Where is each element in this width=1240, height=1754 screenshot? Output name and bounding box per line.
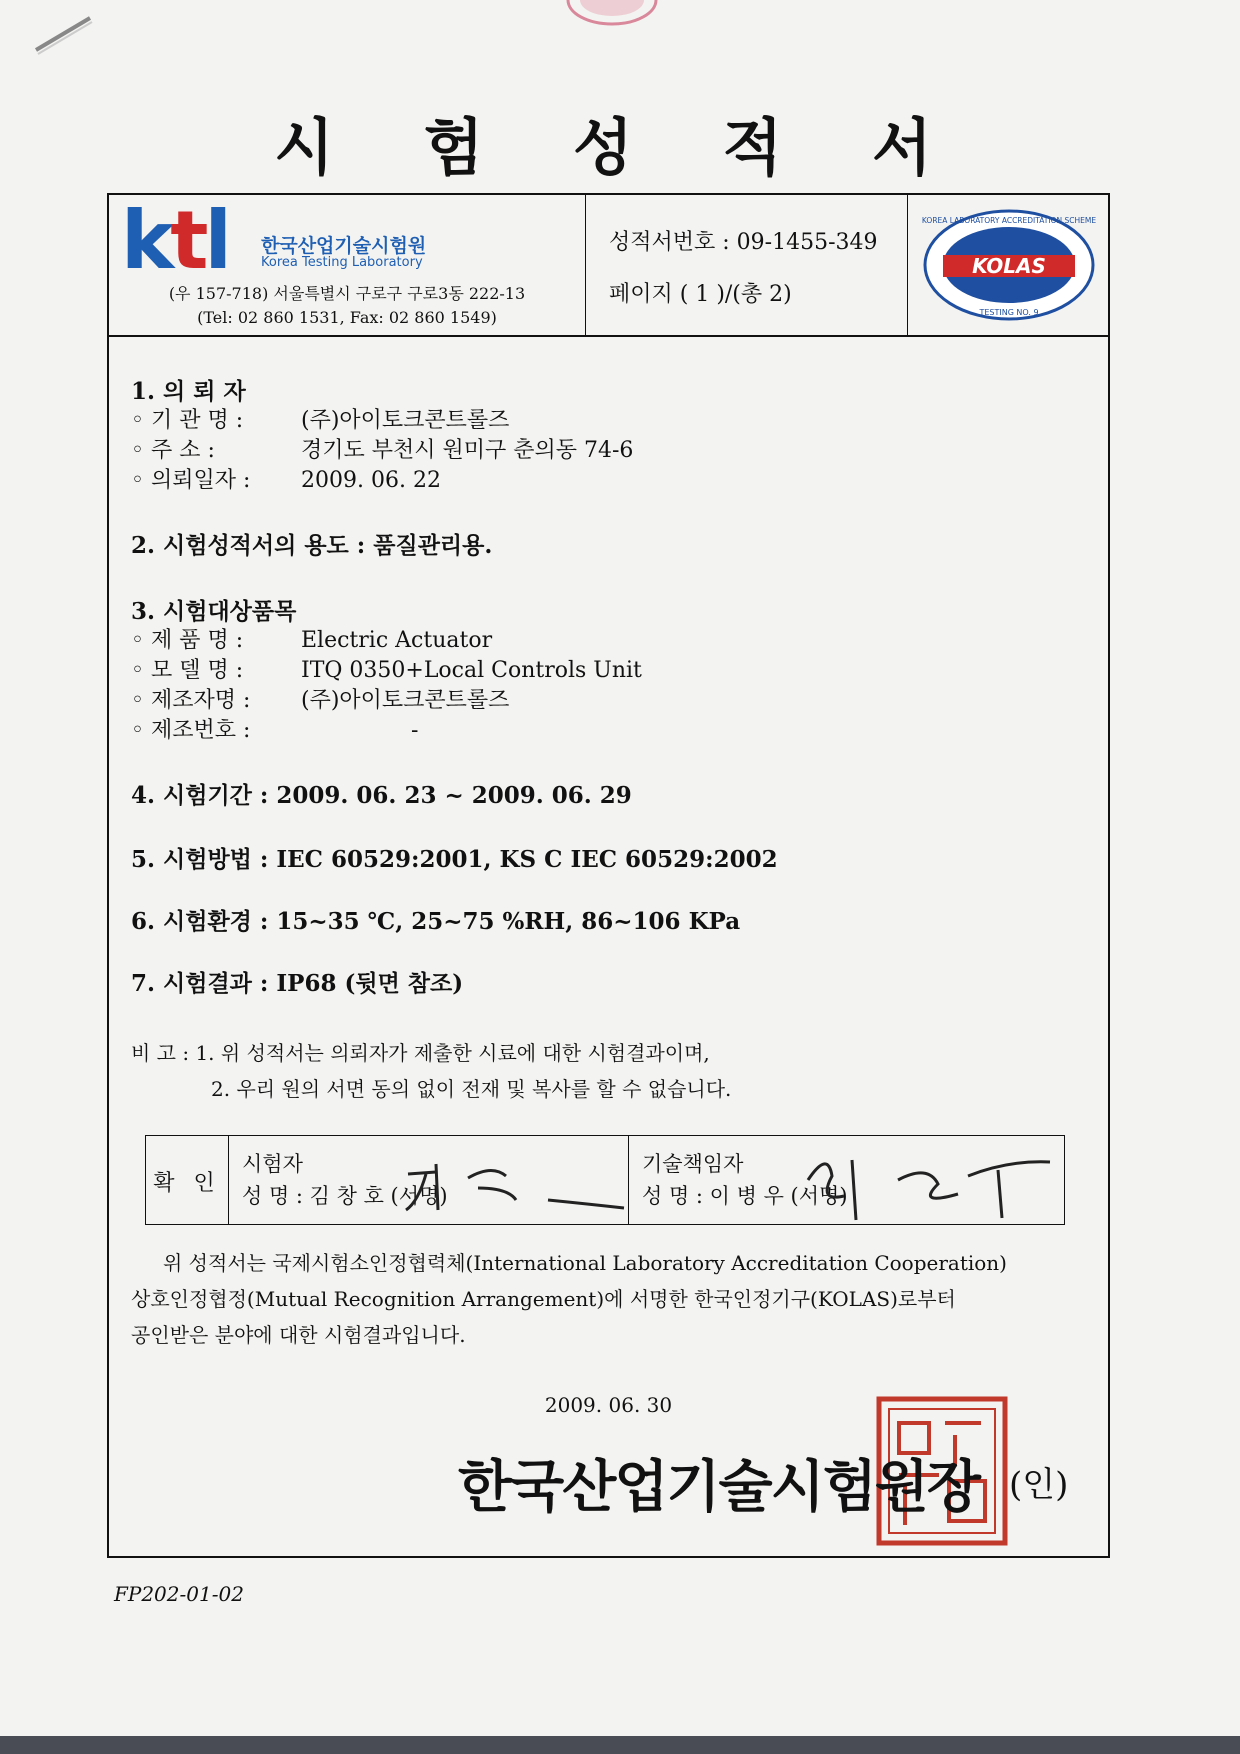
product-label: ◦ 제 품 명 : <box>131 628 244 653</box>
tester-role: 시험자 <box>242 1152 303 1176</box>
tester-cell <box>228 1136 629 1224</box>
model-label: ◦ 모 델 명 : <box>131 658 244 683</box>
org-name-ko: 한국산업기술시험원 <box>261 235 427 257</box>
org-label: ◦ 기 관 명 : <box>131 408 244 433</box>
certificate-frame <box>107 193 1110 1558</box>
org-row <box>131 403 509 434</box>
section-2: 2. 시험성적서의 용도 : 품질관리용. <box>131 532 493 559</box>
section-3-title: 3. 시험대상품목 <box>131 598 297 625</box>
product-value: Electric Actuator <box>301 628 493 653</box>
model-value: ITQ 0350+Local Controls Unit <box>301 658 642 683</box>
tester-name: 성 명 : 김 창 호 (서명) <box>242 1184 448 1208</box>
cert-meta <box>585 195 908 335</box>
request-date-label: ◦ 의뢰일자 : <box>131 468 251 493</box>
maker-label: ◦ 제조자명 : <box>131 688 251 713</box>
section-6: 6. 시험환경 : 15~35 ℃, 25~75 %RH, 86~106 KPa <box>131 908 741 935</box>
serial-label: ◦ 제조번호 : <box>131 718 251 743</box>
serial-value: - <box>411 718 419 743</box>
document-title: 시 험 성 적 서 <box>274 111 966 184</box>
kolas-logo <box>921 207 1097 323</box>
kolas-mark <box>907 195 1110 335</box>
model-row <box>131 653 642 684</box>
header-block <box>109 195 1108 337</box>
section-4: 4. 시험기간 : 2009. 06. 23 ~ 2009. 06. 29 <box>131 782 632 809</box>
kolas-bottom-text: TESTING NO. 9 <box>979 308 1039 317</box>
maker-value: (주)아이토크콘트롤즈 <box>301 688 510 713</box>
scan-edge <box>0 1736 1240 1754</box>
manager-signature <box>788 1140 1058 1224</box>
address-value: 경기도 부천시 원미구 춘의동 74-6 <box>301 438 634 463</box>
page-info: 페이지 ( 1 )/(총 2) <box>609 282 792 307</box>
org-contact: (Tel: 02 860 1531, Fax: 02 860 1549) <box>197 308 497 327</box>
section-1-title: 1. 의 뢰 자 <box>131 378 246 405</box>
org-value: (주)아이토크콘트롤즈 <box>301 408 510 433</box>
issue-date: 2009. 06. 30 <box>544 1393 673 1417</box>
address-label: ◦ 주 소 : <box>131 438 215 463</box>
form-number: FP202-01-02 <box>114 1582 244 1606</box>
request-date-value: 2009. 06. 22 <box>301 468 441 493</box>
tester-signature <box>388 1144 628 1220</box>
remark-line-1: 비 고 : 1. 위 성적서는 의뢰자가 제출한 시료에 대한 시험결과이며, <box>131 1041 710 1065</box>
confirmation-table <box>145 1135 1065 1225</box>
kolas-top-text: KOREA LABORATORY ACCREDITATION SCHEME <box>921 216 1097 225</box>
kolas-label: KOLAS <box>972 254 1046 278</box>
partial-seal-icon <box>562 0 662 26</box>
serial-row <box>131 713 418 744</box>
maker-row <box>131 683 509 714</box>
confirm-label-cell <box>146 1136 229 1224</box>
org-name-en: Korea Testing Laboratory <box>261 255 423 270</box>
org-address: (우 157-718) 서울특별시 구로구 구로3동 222-13 <box>168 284 526 303</box>
section-7: 7. 시험결과 : IP68 (뒷면 참조) <box>131 970 464 997</box>
statement-line-3: 공인받은 분야에 대한 시험결과입니다. <box>131 1323 466 1347</box>
manager-role: 기술책임자 <box>642 1152 744 1176</box>
product-row <box>131 623 492 654</box>
section-5: 5. 시험방법 : IEC 60529:2001, KS C IEC 60529:2002 <box>131 846 778 873</box>
manager-cell <box>628 1136 1064 1224</box>
seal-mark: (인) <box>1009 1465 1069 1505</box>
statement-line-2: 상호인정협정(Mutual Recognition Arrangement)에 서명한 한국인정기구(KOLAS)로부터 <box>131 1287 956 1311</box>
manager-name: 성 명 : 이 병 우 (서명) <box>642 1184 848 1208</box>
request-date-row <box>131 463 441 494</box>
confirm-label: 확 인 <box>153 1171 221 1196</box>
address-row <box>131 433 633 464</box>
cert-number: 성적서번호 : 09-1455-349 <box>609 230 878 255</box>
issuer-info <box>109 195 586 335</box>
ktl-logo: ktl <box>121 194 228 287</box>
statement-line-1: 위 성적서는 국제시험소인정협력체(International Laboratory Accreditation Cooperation) <box>163 1251 1007 1275</box>
remark-line-2: 2. 우리 원의 서면 동의 없이 전재 및 복사를 할 수 없습니다. <box>211 1077 732 1101</box>
paperclip-icon <box>28 10 98 60</box>
issuer-name: 한국산업기술시험원장 <box>458 1455 979 1520</box>
